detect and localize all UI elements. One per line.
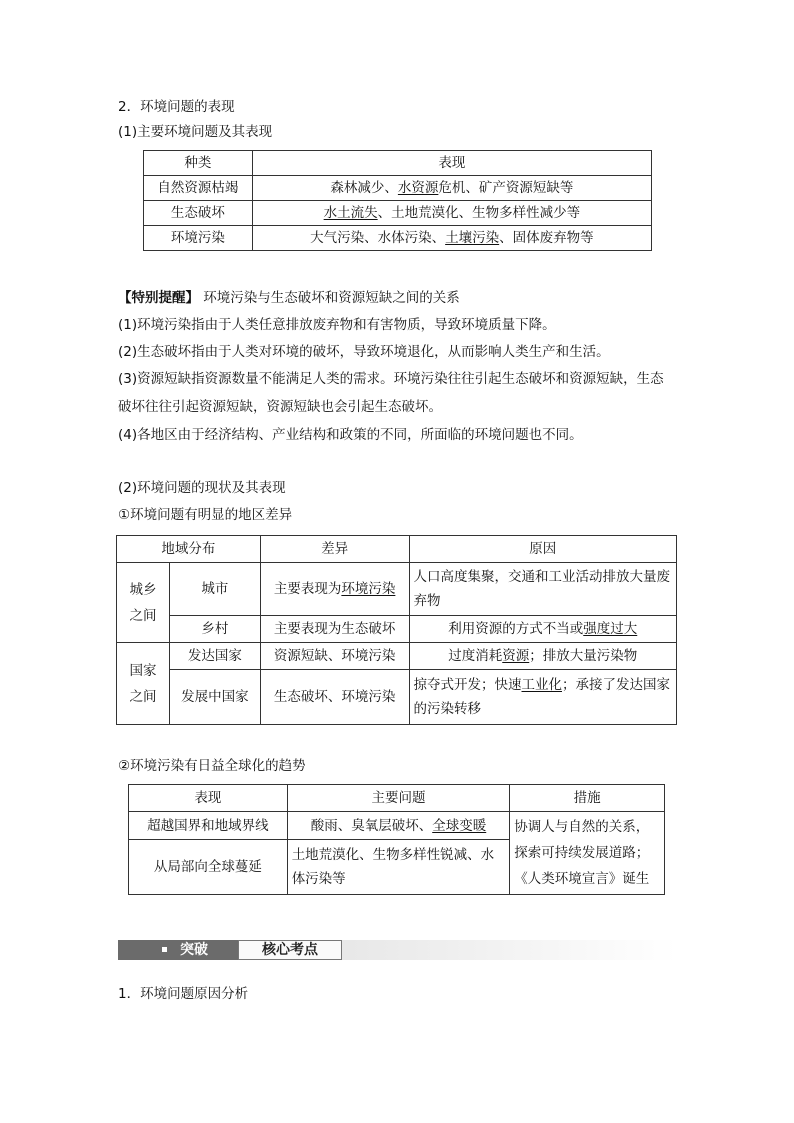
- cell-area: 乡村: [169, 616, 260, 643]
- header-measure: 措施: [510, 785, 665, 812]
- cell-difference: 生态破坏、环境污染: [260, 670, 409, 725]
- table-row: [117, 563, 677, 616]
- header-region: 地域分布: [117, 536, 261, 563]
- table-header-row: [144, 151, 652, 176]
- tip-paragraph-2: (2)生态破坏指由于人类对环境的破坏，导致环境退化，从而影响人类生产和生活。: [118, 344, 610, 360]
- table-row: [129, 812, 665, 840]
- header-show: 表现: [129, 785, 288, 812]
- cell-difference: 资源短缺、环境污染: [260, 643, 409, 670]
- cell-manifestation: 大气污染、水体污染、土壤污染、固体废弃物等: [252, 226, 651, 251]
- cell-show: 从局部向全球蔓延: [129, 840, 288, 895]
- cell-reason: 利用资源的方式不当或强度过大: [409, 616, 677, 643]
- cell-group-countries: 国家 之间: [117, 643, 170, 725]
- point-globalization: ②环境污染有日益全球化的趋势: [118, 758, 306, 774]
- cell-reason: 掠夺式开发；快速工业化；承接了发达国家的污染转移: [409, 670, 677, 725]
- section-heading: 2．环境问题的表现: [118, 99, 235, 115]
- table-row: [144, 201, 652, 226]
- header-difference: 差异: [260, 536, 409, 563]
- tip-paragraph-1: (1)环境污染指由于人类任意排放废弃物和有害物质，导致环境质量下降。: [118, 317, 556, 333]
- cell-type: 环境污染: [144, 226, 253, 251]
- banner-dark-label: 突破: [118, 940, 238, 960]
- cell-difference: 主要表现为生态破坏: [260, 616, 409, 643]
- cell-problem: 酸雨、臭氧层破坏、全球变暖: [287, 812, 510, 840]
- tip-paragraph-3b: 破坏往往引起资源短缺，资源短缺也会引起生态破坏。: [118, 399, 442, 415]
- cell-show: 超越国界和地域界线: [129, 812, 288, 840]
- table-header-row: [129, 785, 665, 812]
- table-main-problems: [143, 150, 652, 251]
- table-global-pollution: [128, 784, 665, 895]
- header-type: 种类: [144, 151, 253, 176]
- tip-paragraph-4: (4)各地区由于经济结构、产业结构和政策的不同，所面临的环境问题也不同。: [118, 427, 583, 443]
- header-manifestation: 表现: [252, 151, 651, 176]
- cell-measure: 协调人与自然的关系，探索可持续发展道路；《人类环境宣言》诞生: [510, 812, 665, 895]
- table-row: [144, 176, 652, 201]
- table-header-row: [117, 536, 677, 563]
- cell-problem: 土地荒漠化、生物多样性锐减、水体污染等: [287, 840, 510, 895]
- table-row: [144, 226, 652, 251]
- table-row: [117, 643, 677, 670]
- cell-manifestation: 水土流失、土地荒漠化、生物多样性减少等: [252, 201, 651, 226]
- header-reason: 原因: [409, 536, 677, 563]
- section-heading-causes: 1．环境问题原因分析: [118, 986, 249, 1002]
- subheading-main-problems: (1)主要环境问题及其表现: [118, 124, 273, 140]
- point-regional-difference: ①环境问题有明显的地区差异: [118, 507, 293, 523]
- tip-title: 【特别提醒】 环境污染与生态破坏和资源短缺之间的关系: [118, 290, 460, 306]
- cell-type: 生态破坏: [144, 201, 253, 226]
- cell-area: 发达国家: [169, 643, 260, 670]
- banner-light-label: 核心考点: [238, 940, 342, 960]
- cell-type: 自然资源枯竭: [144, 176, 253, 201]
- cell-area: 城市: [169, 563, 260, 616]
- table-row: [117, 670, 677, 725]
- cell-group-urban-rural: 城乡 之间: [117, 563, 170, 643]
- header-main-problem: 主要问题: [287, 785, 510, 812]
- tip-paragraph-3a: (3)资源短缺指资源数量不能满足人类的需求。环境污染往往引起生态破坏和资源短缺，生态: [118, 371, 664, 387]
- cell-reason: 人口高度集聚，交通和工业活动排放大量废弃物: [409, 563, 677, 616]
- cell-manifestation: 森林减少、水资源危机、矿产资源短缺等: [252, 176, 651, 201]
- section-banner: [118, 938, 676, 962]
- cell-difference: 主要表现为环境污染: [260, 563, 409, 616]
- subheading-status: (2)环境问题的现状及其表现: [118, 480, 286, 496]
- table-regional-differences: [116, 535, 677, 725]
- bullet-icon: [162, 947, 167, 952]
- cell-reason: 过度消耗资源；排放大量污染物: [409, 643, 677, 670]
- table-row: [117, 616, 677, 643]
- cell-area: 发展中国家: [169, 670, 260, 725]
